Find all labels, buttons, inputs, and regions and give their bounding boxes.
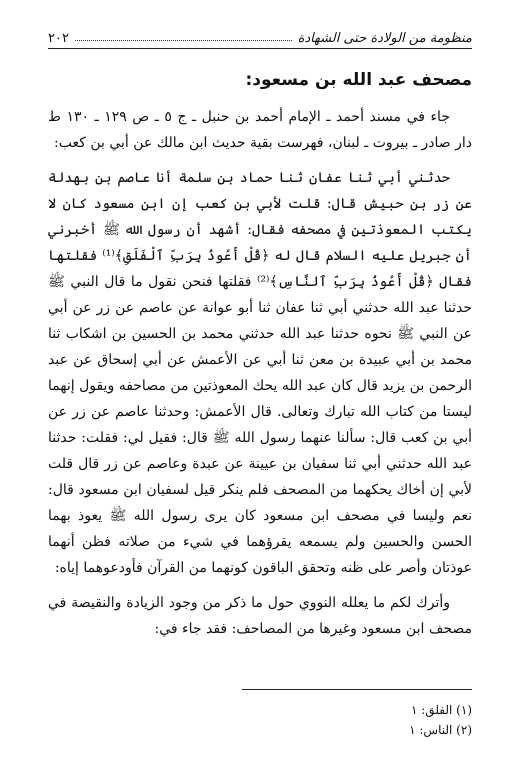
running-header: [48, 22, 472, 49]
paragraph-closing: وأترك لكم ما يعلله النووي حول ما ذكر من وجود الزيادة والنقيصة في مصحف ابن مسعود وغيرها من المصاحف: فقد جاء في:: [48, 595, 472, 637]
footnote-1: (١) الفلق: ١: [411, 703, 472, 717]
header-leader-dots: [75, 40, 292, 41]
paragraph-intro: جاء في مسند أحمد ـ الإمام أحمد بن حنبل ـ ج ٥ ـ ص ١٢٩ ـ ١٣٠ ط دار صادر ـ بيروت ـ لبنان، فهرست بقية حديث ابن مالك عن أبي بن كعب:: [48, 109, 472, 151]
main-content: [48, 62, 472, 651]
page-number: ٢٠٢: [48, 31, 69, 46]
footnote-divider: [242, 689, 472, 690]
footnotes: [172, 700, 472, 740]
footnote-2: (٢) الناس: ١: [409, 723, 472, 737]
paragraph-hadith: حدثني أبي ثنا عفان ثنا حماد بن سلمة أنا عاصم بن بهدلة عن زر بن حبيش قال: قلت لأبي بن كعب إن ابن مسعود كان لا يكتب المعوذتين في مصحفه فقال: أشهد أن رسول الله ﷺ أخبرني أن جبريل عليه السلام قال له ﴿قُلْ أَعُوذُ بِرَبِّ ٱلْفَلَقِ﴾⁽¹⁾ فقلتها فقال ﴿قُلْ أَعُوذُ بِرَبِّ ٱلنَّاسِ﴾⁽²⁾ فقلتها فنحن نقول ما قال النبي ﷺ حدثنا عبد الله حدثني أبي ثنا عفان ثنا أبو عوانة عن عاصم عن زر عن أبي عن النبي ﷺ نحوه حدثنا عبد الله حدثني محمد بن الحسين بن اشكاب ثنا محمد بن أبي عبيدة بن معن ثنا أبي عن الأعمش عن أبي إسحاق عن عبد الرحمن بن يزيد قال كان عبد الله يحك المعوذتين من مصاحفه ويقول إنهما ليستا من كتاب الله تبارك وتعالى. قال الأعمش: وحدثنا عاصم عن زر عن أبي بن كعب قال: سألنا عنهما رسول الله ﷺ قال: فقيل لي: فقلت: حدثنا عبد الله حدثني أبي ثنا سفيان بن عيينة عن عبدة وعاصم عن زر قال قلت لأبي إن أخاك يحكهما من المصحف فلم ينكر قيل لسفيان ابن مسعود قال: نعم وليسا في مصحف ابن مسعود كان يرى رسول الله ﷺ يعوذ بهما الحسن والحسين ولم يسمعه يقرؤهما في شيء من صلاته فظن أنهما عوذتان وأصر على ظنه وتحقق الباقون كونهما من القرآن فأودعوهما إياه:: [48, 170, 472, 576]
section-heading: مصحف عبد الله بن مسعود:: [245, 70, 472, 90]
header-title: منظومة من الولادة حتى الشهادة: [297, 31, 472, 46]
